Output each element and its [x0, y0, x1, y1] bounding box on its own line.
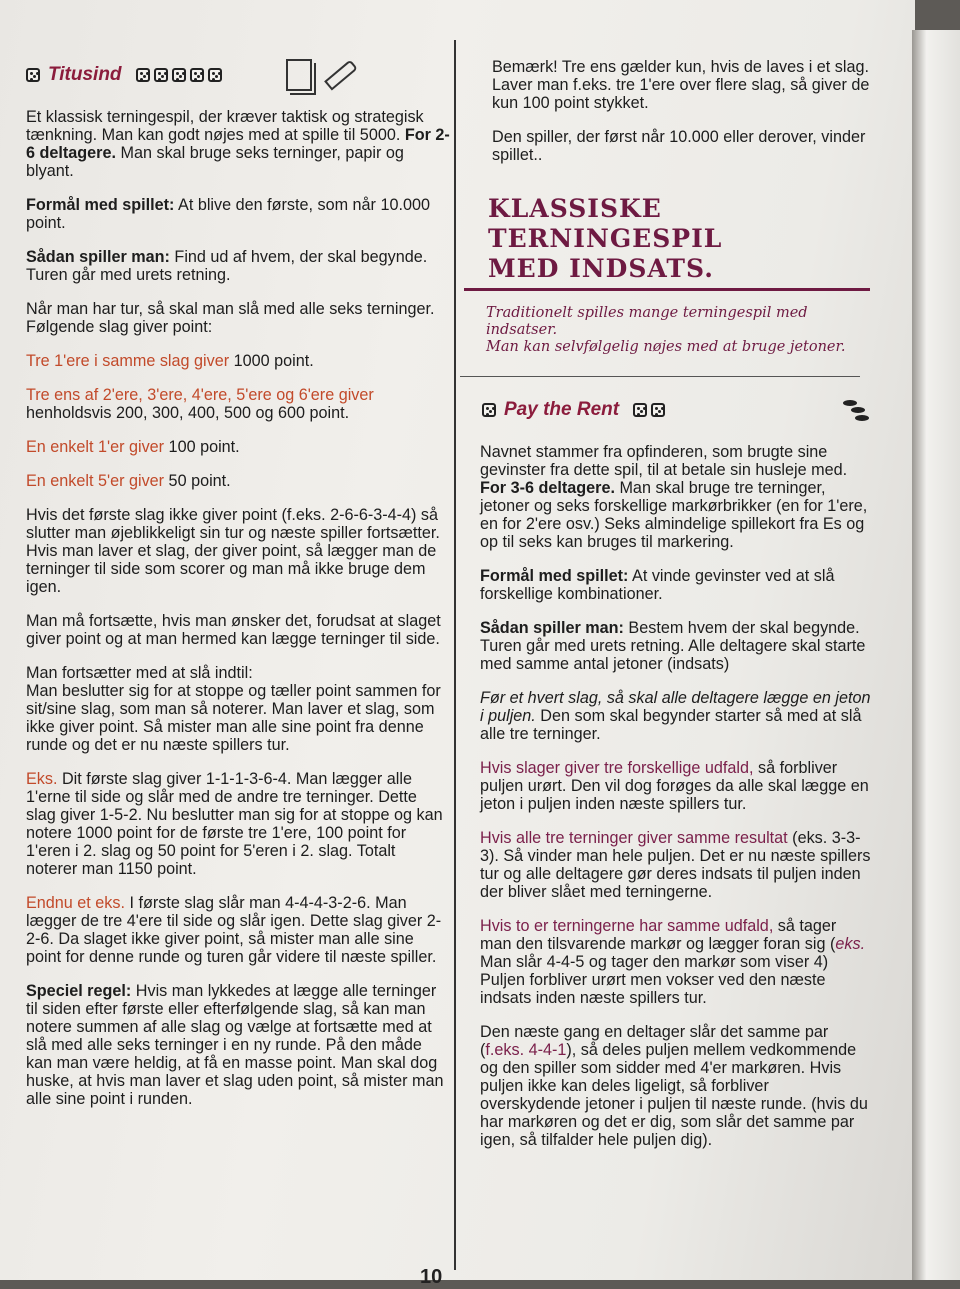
ptr-rule-pair: Hvis to er terningerne har samme udfald, så tager man den tilsvarende markør og lægger foran sig (eks. Man slår 4-4-5 og tager den markør som viser 4) Puljen forbliver urørt men vokser ved den næste indsats inden næste spillers tur.: [480, 917, 866, 1007]
die-icon: [208, 68, 222, 82]
ptr-howto: Sådan spiller man: Bestem hvem der skal begynde. Turen går med urets retning. Alle deltagere skal starte med samme antal jetoner (indsats): [480, 619, 866, 673]
die-icon: [172, 68, 186, 82]
left-column: [26, 60, 450, 1124]
pay-the-rent-title-row: [466, 395, 872, 425]
ptr-rule-repeat: Den næste gang en deltager slår det samme par (f.eks. 4-4-1), så deles puljen mellem vedkommende og den spiller som sidder med 4'er markøren. Hvis puljen ikke kan deles ligeligt, så forbliver overskydende jetoner i puljen til næste runde. (hvis du har markøren og det er dig, som slår det samme par igen, så tilfalder hele puljen dig).: [480, 1023, 868, 1149]
example-2: Endnu et eks. I første slag slår man 4-4-4-3-2-6. Man lægger de tre 4'ere til side og slår igen. Dette slag giver 2-2-6. Da slaget ikke giver point, så mister man alle sine point for denne runde og turen går videre til næste spiller.: [26, 894, 442, 966]
die-icon: [154, 68, 168, 82]
notebook-icon: [286, 59, 312, 91]
heading-rule: [464, 288, 870, 291]
continue-rule: Man må fortsætte, hvis man ønsker det, forudsat at slaget giver point og at man hermed kan lægge terninger til side.: [26, 612, 441, 648]
titusind-turn: Når man har tur, så skal man slå med alle seks terninger. Følgende slag giver point:: [26, 300, 435, 336]
no-points-rule: Hvis det første slag ikke giver point (f.eks. 2-6-6-3-4-4) så slutter man øjeblikkeligt sin tur og næste spiller fortsætter. Hvis man laver et slag, der giver point, så lægger man de terninger til side som scorer og man må ikke bruge dem igen.: [26, 506, 440, 596]
pay-the-rent-body: [466, 443, 872, 1149]
score-rule-2: Tre ens af 2'ere, 3'ere, 4'ere, 5'ere og 6'ere giver henholdsvis 200, 300, 400, 500 og 600 point.: [26, 386, 374, 422]
die-icon: [26, 68, 40, 82]
special-rule: Speciel regel: Hvis man lykkedes at lægge alle terninger til siden efter første eller efterfølgende slag, så kan man notere summen af alle slag og vælge at fortsætte med at slå med alle seks terninger i en ny runde. På den måde kan man være heldig, at få en masse point. Man skal dog huske, at hvis man laver et slag uden point, så mister man alle sine point i runden.: [26, 982, 444, 1108]
titusind-title: Titusind: [48, 64, 122, 85]
ptr-rule-different: Hvis slager giver tre forskellige udfald, så forbliver puljen urørt. Den vil dog forøges da alle skal lægge en jeton i puljen inden næste spillers tur.: [480, 759, 869, 813]
die-icon: [482, 403, 496, 417]
titusind-intro: Et klassisk terningespil, der kræver taktisk og strategisk tænkning. Man kan godt nøjes med at spille til 5000. For 2-6 deltagere. Man skal bruge seks terninger, papir og blyant.: [26, 108, 450, 180]
pay-the-rent-title: Pay the Rent: [504, 399, 620, 420]
die-icon: [190, 68, 204, 82]
example-1: Eks. Dit første slag giver 1-1-1-3-6-4. Man lægger alle 1'erne til side og slår med de andre tre terninger. Dette slag giver 1-5-2. Nu beslutter man sig for at stoppe og kan notere 1000 point for de første tre 1'ere, 100 point for 1'eren i 2. slag og 50 point for 5'eren i 2. slag. Totalt noterer man 1150 point.: [26, 770, 443, 878]
column-divider: [454, 40, 456, 1270]
section-rule: [460, 376, 860, 377]
die-icon: [633, 403, 647, 417]
section-intro: Traditionelt spilles mange terningespil med indsatser. Man kan selvfølgelig nøjes med at bruge jetoner.: [486, 305, 846, 355]
ptr-rule-same: Hvis alle tre terninger giver samme resultat (eks. 3-3-3). Så vinder man hele puljen. Det er nu næste spillers tur og alle deltagere gør deres indsats til puljen inden der bliver slået med terningerne.: [480, 829, 871, 901]
ptr-intro: Navnet stammer fra opfinderen, som brugte sine gevinster fra dette spil, til at betale sin husleje med. For 3-6 deltagere. Man skal bruge tre terninger, jetoner og seks forskellige markørbrikker (en for 1'ere, en for 2'ere osv.) Seks almindelige spillekort fra Es og op til seks kan bruges til markering.: [480, 443, 868, 551]
score-rule-1: Tre 1'ere i samme slag giver 1000 point.: [26, 352, 314, 370]
note-paragraph: Bemærk! Tre ens gælder kun, hvis de laves i et slag. Laver man f.eks. tre 1'ere over flere slag, så giver de kun 100 point stykket.: [492, 58, 870, 112]
page-number: 10: [420, 1266, 443, 1288]
titusind-goal: Formål med spillet: At blive den første, som når 10.000 point.: [26, 196, 430, 232]
pencil-icon: [324, 59, 358, 90]
coins-icon: [838, 397, 872, 423]
winner-paragraph: Den spiller, der først når 10.000 eller derover, vinder spillet..: [492, 128, 866, 164]
titusind-howto: Sådan spiller man: Find ud af hvem, der skal begynde. Turen går med urets retning.: [26, 248, 428, 284]
ptr-before-roll: Før et hvert slag, så skal alle deltagere lægge en jeton i puljen. Den som skal begynder starter så med at slå alle tre terninger.: [480, 689, 871, 743]
score-rule-4: En enkelt 5'er giver 50 point.: [26, 472, 231, 490]
die-icon: [136, 68, 150, 82]
right-column: [466, 58, 872, 1165]
ptr-goal: Formål med spillet: At vinde gevinster ved at slå forskellige kombinationer.: [480, 567, 835, 603]
die-icon: [651, 403, 665, 417]
next-page-edge: [912, 30, 960, 1280]
titusind-title-row: [26, 60, 450, 90]
score-rule-3: En enkelt 1'er giver 100 point.: [26, 438, 240, 456]
until-rule: Man fortsætter med at slå indtil: Man beslutter sig for at stoppe og tæller point sammen for sit/sine slag, som man så noterer. Man laver et slag, som ikke giver point. Så mister man alle sine point fra denne runde og det er nu næste spillers tur.: [26, 664, 441, 754]
section-heading: KLASSISKE TERNINGESPIL MED INDSATS.: [488, 194, 723, 283]
